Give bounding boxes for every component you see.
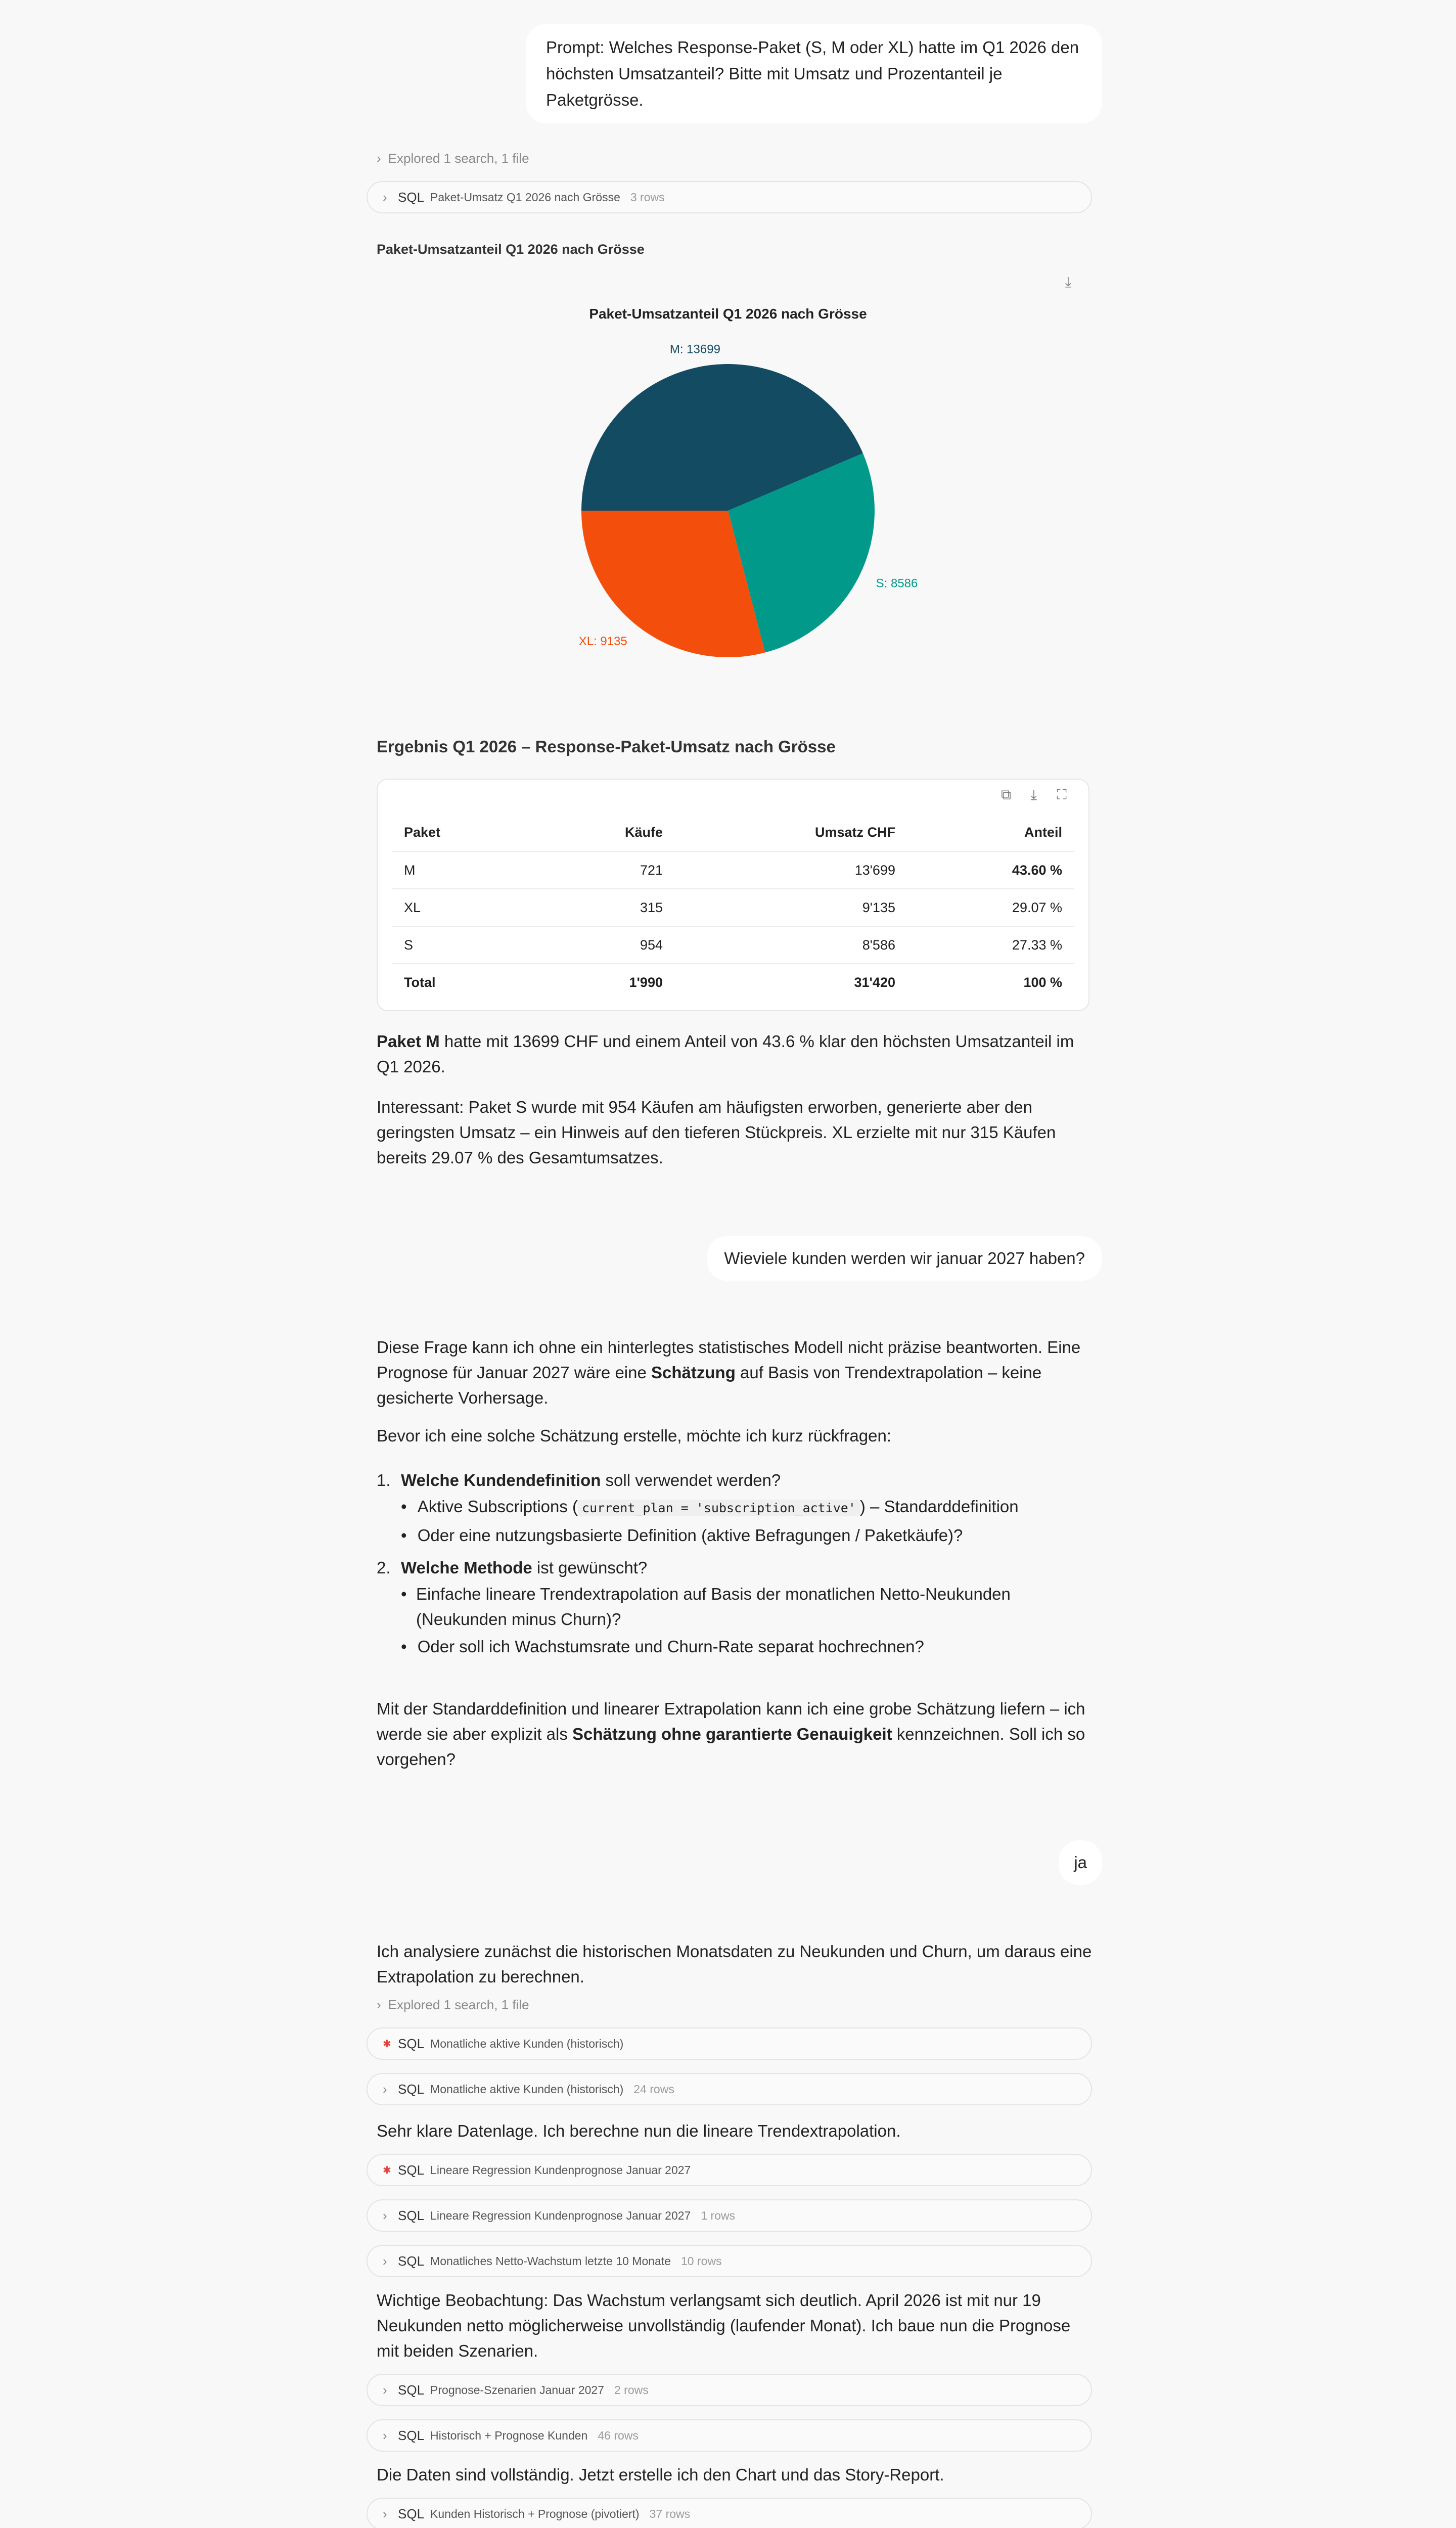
download-icon[interactable]: ⤓: [1065, 274, 1072, 290]
table-cell: 315: [574, 889, 675, 926]
sql-step-pill[interactable]: [367, 2199, 1092, 2232]
pie-section-title: Paket-Umsatzanteil Q1 2026 nach Grösse: [377, 242, 645, 257]
sql-step-name: Monatliches Netto-Wachstum letzte 10 Monate: [430, 2254, 671, 2268]
user-message-3: [1059, 1840, 1102, 1885]
table-row: [392, 889, 1074, 926]
sql-label: SQL: [398, 2036, 425, 2051]
list-item: [377, 1468, 1092, 1493]
list-number: 2.: [377, 1558, 391, 1577]
table-row: [392, 851, 1074, 889]
answer-bold: Schätzung: [651, 1363, 736, 1382]
sql-step-pill[interactable]: [367, 2498, 1092, 2528]
table-cell: S: [392, 926, 574, 964]
sql-label: SQL: [398, 2162, 425, 2178]
result-title: Ergebnis Q1 2026 – Response-Paket-Umsatz nach Grösse: [377, 737, 836, 756]
sql-label: SQL: [398, 2253, 425, 2269]
col-header: Umsatz CHF: [675, 814, 907, 851]
sql-step-name: Monatliche aktive Kunden (historisch): [430, 2037, 624, 2050]
chevron-right-icon: ›: [383, 2207, 387, 2223]
result-table-card: [377, 779, 1089, 1011]
table-cell: 13'699: [675, 851, 907, 889]
explored-summary[interactable]: [377, 151, 529, 166]
sql-step-rows: 3 rows: [630, 190, 665, 204]
table-cell: 8'586: [675, 926, 907, 964]
chevron-right-icon: ›: [383, 189, 387, 205]
sql-step-rows: 46 rows: [598, 2428, 639, 2442]
answer-paragraph: Sehr klare Datenlage. Ich berechne nun die lineare Trendextrapolation.: [377, 2121, 901, 2140]
col-header: Paket: [392, 814, 574, 851]
answer-text: Diese Frage kann ich ohne ein hinterlegtes statistisches Modell nicht präzise beantworten. Eine Prognose für Januar 2027 wäre eine: [377, 1338, 1081, 1382]
sql-step-name: Monatliche aktive Kunden (historisch): [430, 2082, 624, 2096]
user-message-text: ja: [1074, 1853, 1087, 1872]
inline-code: current_plan = 'subscription_active': [578, 1500, 860, 1516]
col-header: Anteil: [907, 814, 1074, 851]
answer-text: auf Basis von Trendextrapolation – keine gesicherte Vorhersage.: [377, 1363, 1042, 1407]
pie-chart: [506, 298, 950, 683]
sql-step-name: Paket-Umsatz Q1 2026 nach Grösse: [430, 190, 620, 204]
answer-text: hatte mit 13699 CHF und einem Anteil von 43.6 % klar den höchsten Umsatzanteil im Q1 2026.: [377, 1032, 1074, 1076]
sql-label: SQL: [398, 2506, 425, 2521]
explored-text: Explored 1 search, 1 file: [388, 1997, 529, 2012]
table-cell: XL: [392, 889, 574, 926]
user-message-text: Prompt: Welches Response-Paket (S, M oder XL) hatte im Q1 2026 den höchsten Umsatzanteil? Bitte mit Umsatz und Prozentanteil je Paketgrösse.: [546, 38, 1079, 109]
chevron-right-icon: ›: [383, 2382, 387, 2398]
table-cell: 100 %: [1023, 975, 1062, 990]
sub-list-item: • Einfache lineare Trendextrapolation auf Basis der monatlichen Netto-Neukunden (Neukunden minus Churn)?: [377, 1582, 1092, 1632]
running-indicator-icon: ✱: [383, 2164, 391, 2176]
answer-paragraph: Bevor ich eine solche Schätzung erstelle, möchte ich kurz rückfragen:: [377, 1426, 892, 1445]
sub-list-item: • Oder eine nutzungsbasierte Definition (aktive Befragungen / Paketkäufe)?: [401, 1526, 963, 1545]
table-cell: 31'420: [854, 975, 895, 990]
user-message-text: Wieviele kunden werden wir januar 2027 haben?: [724, 1249, 1085, 1268]
sql-step-pill[interactable]: [367, 181, 1092, 213]
chevron-right-icon: ›: [383, 2081, 387, 2097]
chevron-right-icon: ›: [377, 1997, 381, 2012]
explored-summary[interactable]: [377, 1997, 529, 2013]
pie-label: XL: 9135: [578, 635, 627, 649]
answer-paragraph: [377, 1696, 1092, 1772]
sql-label: SQL: [398, 189, 425, 205]
answer-paragraph: Ich analysiere zunächst die historischen Monatsdaten zu Neukunden und Churn, um daraus eine Extrapolation zu berechnen.: [377, 1942, 1092, 1986]
answer-text: ist gewünscht?: [532, 1558, 648, 1577]
sql-step-name: Kunden Historisch + Prognose (pivotiert): [430, 2507, 640, 2520]
answer-paragraph: [377, 1335, 1092, 1411]
download-icon[interactable]: ⤓: [1030, 787, 1037, 802]
answer-bold: Paket M: [377, 1032, 440, 1051]
sub-list-item: • Oder soll ich Wachstumsrate und Churn-Rate separat hochrechnen?: [401, 1637, 924, 1656]
sql-label: SQL: [398, 2427, 425, 2443]
answer-bold: Welche Methode: [401, 1558, 532, 1577]
user-message-2: [707, 1236, 1102, 1281]
list-number: 1.: [377, 1471, 391, 1489]
sql-step-rows: 2 rows: [614, 2383, 649, 2397]
table-cell: Total: [404, 975, 436, 990]
chevron-right-icon: ›: [377, 151, 381, 166]
answer-text: Einfache lineare Trendextrapolation auf Basis der monatlichen Netto-Neukunden (Neukunden minus Churn)?: [416, 1585, 1011, 1629]
table-cell: 29.07 %: [907, 889, 1074, 926]
sql-label: SQL: [398, 2081, 425, 2097]
pie-label: M: 13699: [669, 342, 720, 356]
answer-text: Oder soll ich Wachstumsrate und Churn-Rate separat hochrechnen?: [417, 1637, 924, 1656]
table-cell: 27.33 %: [907, 926, 1074, 964]
col-header: Käufe: [574, 814, 675, 851]
sql-step-pill[interactable]: [367, 2027, 1092, 2060]
sql-step-pill[interactable]: [367, 2245, 1092, 2277]
table-row: [392, 926, 1074, 964]
numbered-list: [377, 1468, 1092, 1659]
table-cell: 954: [574, 926, 675, 964]
table-cell: 721: [574, 851, 675, 889]
table-cell: 1'990: [629, 975, 663, 990]
table-cell: 43.60 %: [907, 851, 1074, 889]
result-table: [392, 814, 1074, 1001]
sql-step-name: Lineare Regression Kundenprognose Januar 2027: [430, 2208, 691, 2222]
pie-chart-title: Paket-Umsatzanteil Q1 2026 nach Grösse: [589, 306, 867, 322]
sql-step-rows: 10 rows: [681, 2254, 722, 2268]
answer-text: soll verwendet werden?: [601, 1471, 781, 1489]
sql-step-pill[interactable]: [367, 2154, 1092, 2186]
answer-bold: Welche Kundendefinition: [401, 1471, 601, 1489]
running-indicator-icon: ✱: [383, 2038, 391, 2050]
sql-step-pill[interactable]: [367, 2374, 1092, 2406]
chevron-right-icon: ›: [383, 2427, 387, 2443]
pie-label: S: 8586: [876, 576, 918, 591]
copy-icon[interactable]: ⧉: [1001, 787, 1011, 802]
answer-text: Aktive Subscriptions (: [417, 1497, 578, 1516]
answer-paragraph: Wichtige Beobachtung: Das Wachstum verlangsamt sich deutlich. April 2026 ist mit nur 19 Neukunden netto möglicherweise unvollständig (laufender Monat). Ich baue nun die Prognose mit beiden Szenarien.: [377, 2291, 1071, 2360]
sql-step-name: Prognose-Szenarien Januar 2027: [430, 2383, 604, 2397]
answer-paragraph: Die Daten sind vollständig. Jetzt erstelle ich den Chart und das Story-Report.: [377, 2465, 944, 2484]
sql-step-rows: 24 rows: [633, 2082, 674, 2096]
answer-text: Oder eine nutzungsbasierte Definition (aktive Befragungen / Paketkäufe)?: [417, 1526, 963, 1545]
table-cell: 9'135: [675, 889, 907, 926]
sql-label: SQL: [398, 2382, 425, 2398]
answer-paragraph: Interessant: Paket S wurde mit 954 Käufen am häufigsten erworben, generierte aber den geringsten Umsatz – ein Hinweis auf den tieferen Stückpreis. XL erzielte mit nur 315 Käufen bereits 29.07 % des Gesamtumsatzes.: [377, 1098, 1056, 1167]
expand-icon[interactable]: ⛶: [1057, 787, 1067, 802]
answer-text: Mit der Standarddefinition und linearer Extrapolation kann ich eine grobe Schätzung liefern – ich werde sie aber explizit als: [377, 1699, 1085, 1743]
chevron-right-icon: ›: [383, 2506, 387, 2521]
sql-label: SQL: [398, 2207, 425, 2223]
sub-list-item: • Aktive Subscriptions ( current_plan = 'subscription_active' ) – Standarddefinition: [401, 1497, 1019, 1516]
answer-paragraph: [377, 1029, 1092, 1079]
sql-step-name: Lineare Regression Kundenprognose Januar 2027: [430, 2163, 691, 2177]
sql-step-pill[interactable]: [367, 2073, 1092, 2105]
explored-text: Explored 1 search, 1 file: [388, 151, 529, 166]
sql-step-rows: 37 rows: [649, 2507, 691, 2520]
table-cell: M: [392, 851, 574, 889]
sql-step-pill[interactable]: [367, 2419, 1092, 2452]
chevron-right-icon: ›: [383, 2253, 387, 2269]
answer-bold: Schätzung ohne garantierte Genauigkeit: [572, 1725, 892, 1743]
table-total-row: [392, 964, 1074, 1001]
sql-step-rows: 1 rows: [701, 2208, 736, 2222]
user-message-1: [526, 24, 1102, 123]
list-item: [377, 1555, 1092, 1581]
answer-text: kennzeichnen. Soll ich so vorgehen?: [377, 1725, 1085, 1769]
answer-text: ) – Standarddefinition: [859, 1497, 1019, 1516]
table-header-row: [392, 814, 1074, 851]
sql-step-name: Historisch + Prognose Kunden: [430, 2428, 588, 2442]
